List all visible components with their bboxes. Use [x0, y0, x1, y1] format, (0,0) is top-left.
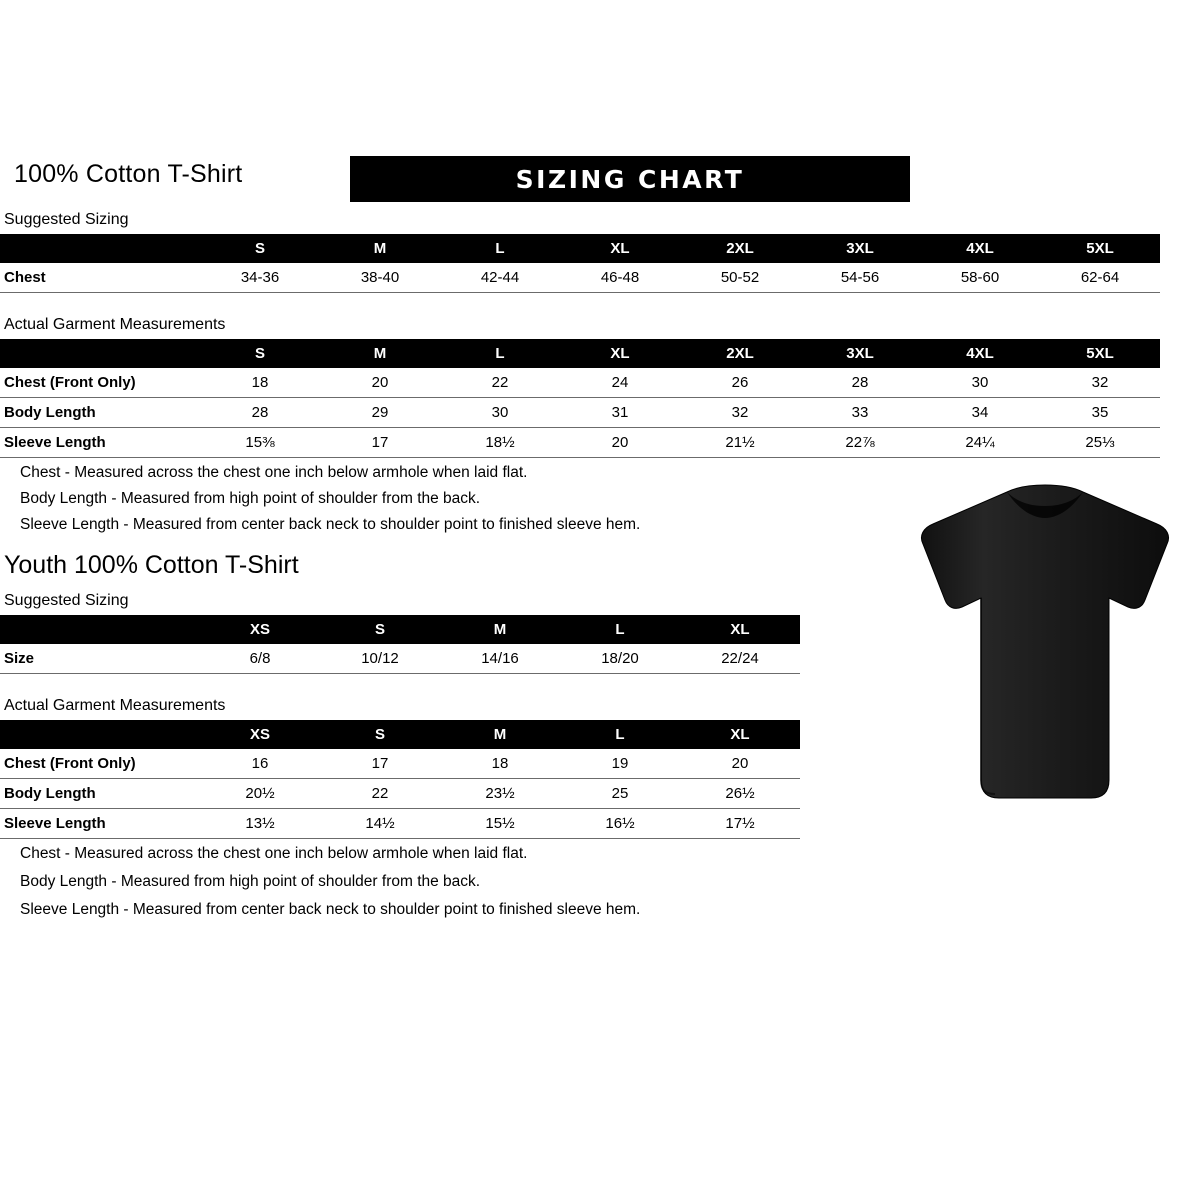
col-header [0, 615, 200, 644]
col-header [0, 720, 200, 749]
col-header: XL [610, 240, 630, 257]
header-row [10, 160, 1190, 204]
cell: 20 [680, 749, 800, 779]
table-header-row [0, 234, 1160, 263]
col-header [0, 339, 200, 368]
col-header: M [493, 726, 507, 743]
col-header: 4XL [966, 240, 994, 257]
col-header [0, 234, 200, 263]
cell: 20½ [200, 779, 320, 809]
cell: 18 [440, 749, 560, 779]
cell: 33 [800, 398, 920, 428]
cell: 23½ [440, 779, 560, 809]
cell: 20 [560, 428, 680, 458]
cell: 31 [560, 398, 680, 428]
cell: 25⅓ [1040, 428, 1160, 458]
cell: 50-52 [680, 263, 800, 293]
cell: 58-60 [920, 263, 1040, 293]
cell: 54-56 [800, 263, 920, 293]
youth-note-sleeve-length: Sleeve Length - Measured from center back neck to shoulder point to finished sleeve hem. [20, 901, 641, 918]
adult-note-chest: Chest - Measured across the chest one inch below armhole when laid flat. [20, 464, 528, 481]
cell: 24¼ [920, 428, 1040, 458]
cell: 30 [440, 398, 560, 428]
row-label: Size [0, 644, 200, 674]
col-header: 3XL [846, 240, 874, 257]
row-label: Chest [0, 263, 200, 293]
col-header: S [254, 345, 265, 362]
cell: 22⅞ [800, 428, 920, 458]
col-header: S [254, 240, 265, 257]
col-header: XL [610, 345, 630, 362]
table-header-row [0, 339, 1160, 368]
table-row [0, 644, 800, 674]
col-header: S [374, 621, 385, 638]
col-header: L [495, 345, 505, 362]
tshirt-product-image [895, 480, 1195, 810]
cell: 34 [920, 398, 1040, 428]
col-header: 5XL [1086, 240, 1114, 257]
cell: 22 [440, 368, 560, 398]
col-header: 2XL [726, 240, 754, 257]
cell: 15½ [440, 809, 560, 839]
col-header: XL [730, 621, 750, 638]
cell: 35 [1040, 398, 1160, 428]
table-header-row [0, 720, 800, 749]
cell: 6/8 [200, 644, 320, 674]
adult-note-sleeve-length: Sleeve Length - Measured from center back neck to shoulder point to finished sleeve hem. [20, 516, 641, 533]
row-label: Sleeve Length [0, 428, 200, 458]
youth-suggested-caption: Suggested Sizing [4, 592, 129, 609]
cell: 25 [560, 779, 680, 809]
col-header: S [374, 726, 385, 743]
cell: 22/24 [680, 644, 800, 674]
col-header: XS [249, 621, 270, 638]
cell: 15⅜ [200, 428, 320, 458]
cell: 13½ [200, 809, 320, 839]
row-label: Body Length [0, 398, 200, 428]
cell: 28 [200, 398, 320, 428]
cell: 14/16 [440, 644, 560, 674]
cell: 46-48 [560, 263, 680, 293]
youth-actual-table [0, 720, 800, 839]
row-label: Chest (Front Only) [0, 749, 200, 779]
cell: 26 [680, 368, 800, 398]
table-row [0, 779, 800, 809]
youth-note-body-length: Body Length - Measured from high point of shoulder from the back. [20, 873, 481, 890]
youth-suggested-table [0, 615, 800, 674]
col-header: 2XL [726, 345, 754, 362]
cell: 32 [680, 398, 800, 428]
table-row [0, 428, 1160, 458]
cell: 17½ [680, 809, 800, 839]
col-header: XS [249, 726, 270, 743]
cell: 30 [920, 368, 1040, 398]
cell: 17 [320, 428, 440, 458]
cell: 22 [320, 779, 440, 809]
cell: 18 [200, 368, 320, 398]
youth-note-chest: Chest - Measured across the chest one inch below armhole when laid flat. [20, 845, 528, 862]
row-label: Chest (Front Only) [0, 368, 200, 398]
table-row [0, 263, 1160, 293]
table-row [0, 809, 800, 839]
table-row [0, 368, 1160, 398]
cell: 28 [800, 368, 920, 398]
adult-actual-caption: Actual Garment Measurements [4, 316, 226, 333]
adult-suggested-table [0, 234, 1160, 293]
sizing-chart-banner [350, 156, 910, 202]
col-header: M [373, 240, 387, 257]
col-header: M [493, 621, 507, 638]
sizing-chart-banner-label: SIZING CHART [515, 164, 745, 194]
row-label: Sleeve Length [0, 809, 200, 839]
cell: 17 [320, 749, 440, 779]
col-header: L [495, 240, 505, 257]
cell: 29 [320, 398, 440, 428]
adult-actual-table [0, 339, 1160, 458]
cell: 42-44 [440, 263, 560, 293]
row-label: Body Length [0, 779, 200, 809]
cell: 21½ [680, 428, 800, 458]
col-header: XL [730, 726, 750, 743]
cell: 32 [1040, 368, 1160, 398]
cell: 19 [560, 749, 680, 779]
table-header-row [0, 615, 800, 644]
cell: 10/12 [320, 644, 440, 674]
table-row [0, 749, 800, 779]
cell: 62-64 [1040, 263, 1160, 293]
youth-title: Youth 100% Cotton T-Shirt [4, 551, 299, 579]
col-header: 3XL [846, 345, 874, 362]
adult-note-body-length: Body Length - Measured from high point of shoulder from the back. [20, 490, 481, 507]
table-row [0, 398, 1160, 428]
adult-suggested-caption: Suggested Sizing [4, 211, 129, 228]
col-header: L [615, 621, 625, 638]
col-header: 5XL [1086, 345, 1114, 362]
cell: 38-40 [320, 263, 440, 293]
cell: 24 [560, 368, 680, 398]
col-header: 4XL [966, 345, 994, 362]
page-title: 100% Cotton T-Shirt [14, 160, 243, 188]
cell: 26½ [680, 779, 800, 809]
col-header: L [615, 726, 625, 743]
cell: 34-36 [200, 263, 320, 293]
col-header: M [373, 345, 387, 362]
cell: 14½ [320, 809, 440, 839]
cell: 18½ [440, 428, 560, 458]
cell: 20 [320, 368, 440, 398]
cell: 18/20 [560, 644, 680, 674]
cell: 16 [200, 749, 320, 779]
cell: 16½ [560, 809, 680, 839]
youth-actual-caption: Actual Garment Measurements [4, 697, 226, 714]
